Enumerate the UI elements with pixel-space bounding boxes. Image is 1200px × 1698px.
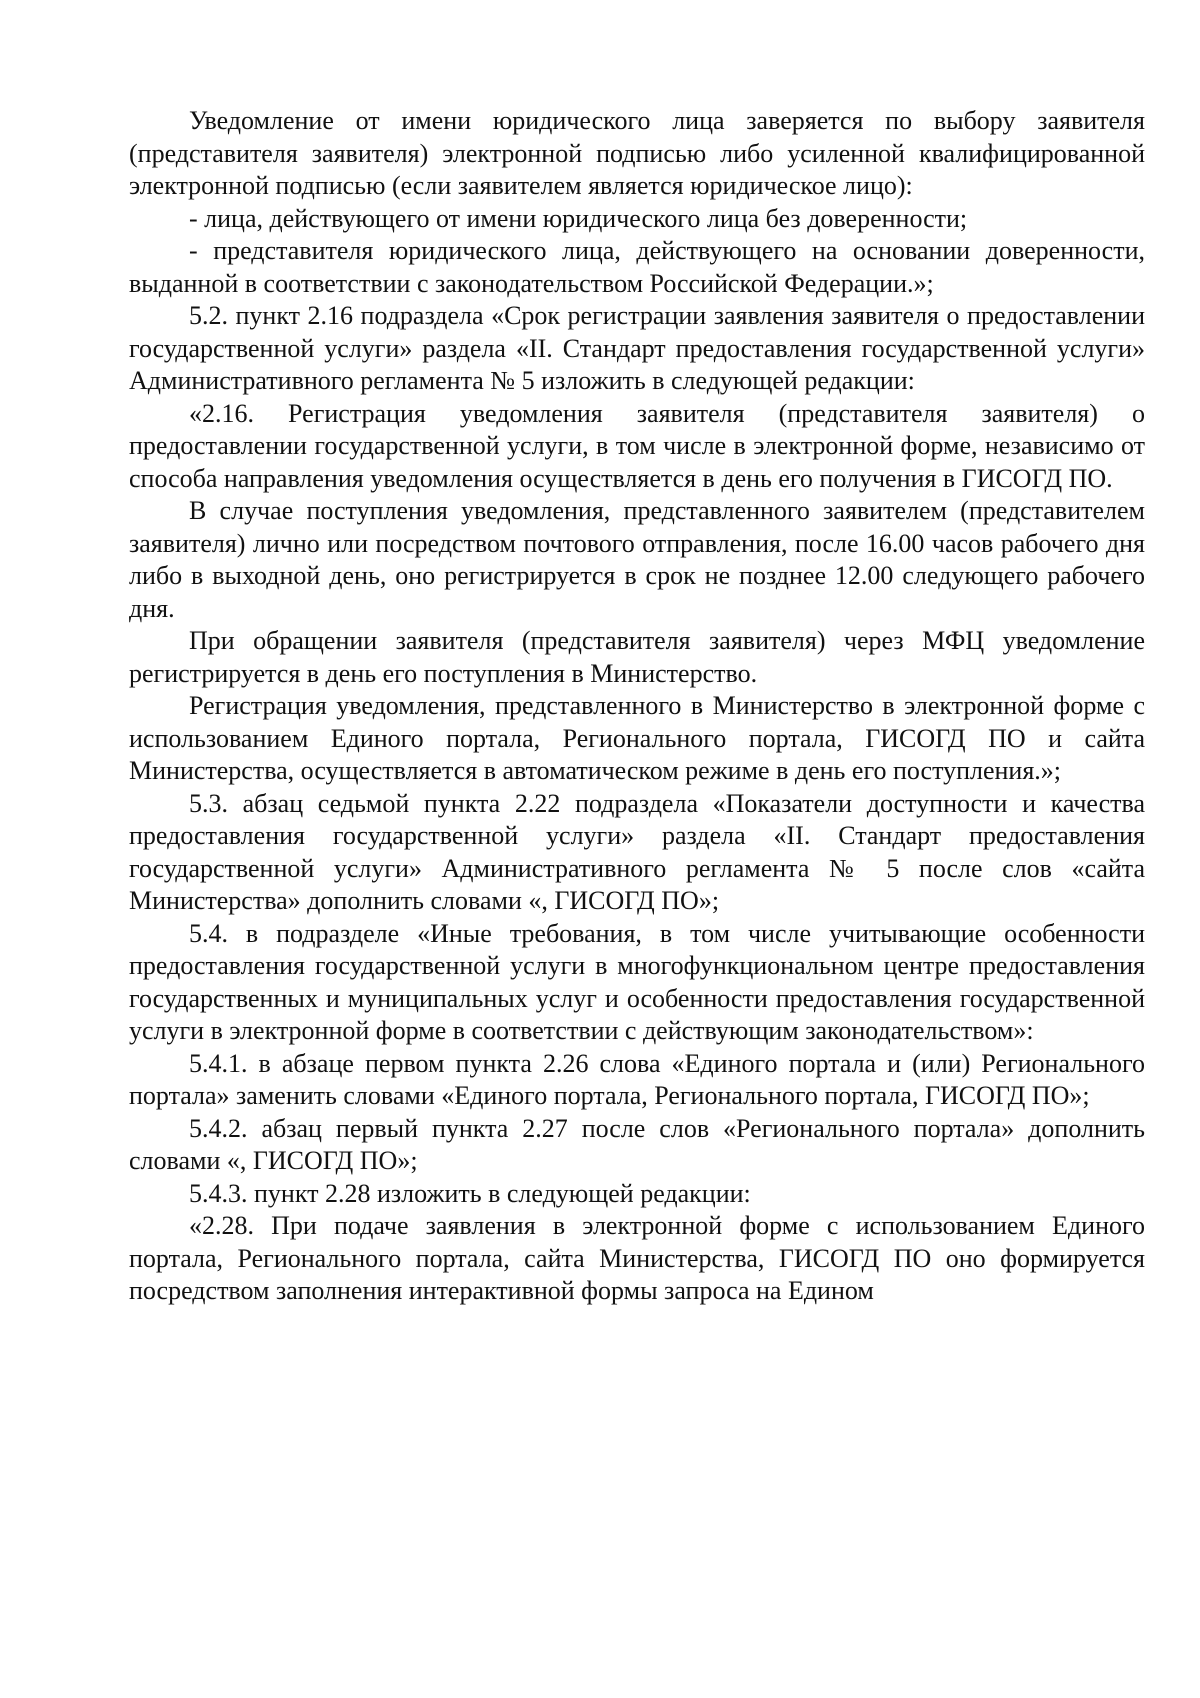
paragraph-5-4-3: 5.4.3. пункт 2.28 изложить в следующей редакции: <box>189 1178 751 1208</box>
paragraph-electronic-registration: Регистрация уведомления, представленного в Министерство в электронной форме с использованием Единого портала, Регионального портала, ГИСОГД ПО и сайта Министерства, осуществляется в автоматическом режиме в день его поступления.»; <box>129 691 1145 785</box>
paragraph-5-2: 5.2. пункт 2.16 подраздела «Срок регистрации заявления заявителя о предоставлении государственной услуги» раздела «II. Стандарт предоставления государственной услуги» Административного регламента № 5 изложить в следующей редакции: <box>129 301 1145 395</box>
paragraph-5-4-2: 5.4.2. абзац первый пункта 2.27 после слов «Регионального портала» дополнить словами «, ГИСОГД ПО»; <box>129 1113 1145 1175</box>
paragraph-5-4: 5.4. в подразделе «Иные требования, в том числе учитывающие особенности предоставления государственной услуги в многофункциональном центре предоставления государственных и муниципальных услуг и особенности предоставления государственной услуги в электронной форме в соответствии с действующим законодательством»: <box>129 918 1145 1045</box>
paragraph-2-28: «2.28. При подаче заявления в электронной форме с использованием Единого портала, Регионального портала, сайта Министерства, ГИСОГД ПО оно формируется посредством заполнения интерактивной формы запроса на Едином <box>129 1211 1145 1305</box>
paragraph-notice-signature: Уведомление от имени юридического лица заверяется по выбору заявителя (представителя заявителя) электронной подписью либо усиленной квалифицированной электронной подписью (если заявителем является юридическое лицо): <box>129 106 1145 200</box>
paragraph-5-3: 5.3. абзац седьмой пункта 2.22 подраздела «Показатели доступности и качества предоставления государственной услуги» раздела «II. Стандарт предоставления государственной услуги» Административного регламента № 5 после слов «сайта Министерства» дополнить словами «, ГИСОГД ПО»; <box>129 788 1145 915</box>
paragraph-postal-registration: В случае поступления уведомления, представленного заявителем (представителем заявителя) лично или посредством почтового отправления, после 16.00 часов рабочего дня либо в выходной день, оно регистрируется в срок не позднее 12.00 следующего рабочего дня. <box>129 496 1145 623</box>
paragraph-list-item-representative: - представителя юридического лица, действующего на основании доверенности, выданной в соответствии с законодательством Российской Федерации.»; <box>129 236 1145 298</box>
paragraph-mfc-registration: При обращении заявителя (представителя заявителя) через МФЦ уведомление регистрируется в день его поступления в Министерство. <box>129 626 1145 688</box>
paragraph-list-item-no-power-of-attorney: - лица, действующего от имени юридического лица без доверенности; <box>189 203 968 233</box>
document-page <box>129 105 1145 1308</box>
paragraph-2-16: «2.16. Регистрация уведомления заявителя (представителя заявителя) о предоставлении государственной услуги, в том числе в электронной форме, независимо от способа направления уведомления осуществляется в день его получения в ГИСОГД ПО. <box>129 398 1145 493</box>
paragraph-5-4-1: 5.4.1. в абзаце первом пункта 2.26 слова «Единого портала и (или) Регионального портала» заменить словами «Единого портала, Регионального портала, ГИСОГД ПО»; <box>129 1048 1145 1110</box>
